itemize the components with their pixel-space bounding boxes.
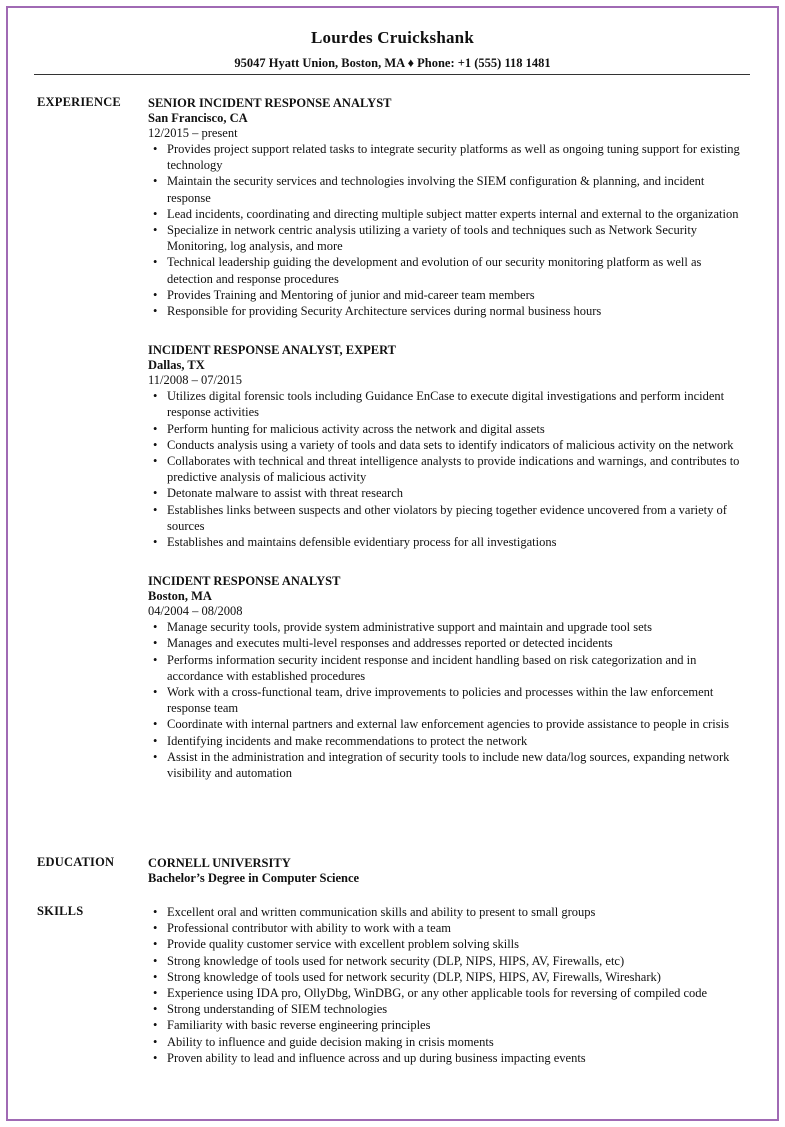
job-dates: 12/2015 – present xyxy=(148,126,238,140)
list-item: • Conducts analysis using a variety of tools and data sets to identify indicators of malicious activity on the network xyxy=(148,437,748,453)
job-entry xyxy=(148,95,748,319)
section-label-experience: EXPERIENCE xyxy=(37,95,121,109)
section-label-education: EDUCATION xyxy=(37,855,115,869)
list-item: • Coordinate with internal partners and external law enforcement agencies to provide assistance to people in crisis xyxy=(148,716,748,732)
job-entry xyxy=(148,342,748,550)
candidate-name: Lourdes Cruickshank xyxy=(311,28,474,47)
list-item: • Manages and executes multi-level responses and addresses reported or detected incidents xyxy=(148,635,748,651)
list-item: • Provides Training and Mentoring of junior and mid-career team members xyxy=(148,287,748,303)
job-title: INCIDENT RESPONSE ANALYST xyxy=(148,574,341,589)
list-item: • Establishes and maintains defensible evidentiary process for all investigations xyxy=(148,534,748,550)
list-item: • Collaborates with technical and threat intelligence analysts to provide indications and warnings, and contributes to predictive analysis of malicious activity xyxy=(148,453,748,485)
section-label-skills: SKILLS xyxy=(37,904,84,918)
job-title: INCIDENT RESPONSE ANALYST, EXPERT xyxy=(148,343,397,358)
header-divider xyxy=(34,74,750,75)
job-title: SENIOR INCIDENT RESPONSE ANALYST xyxy=(148,96,392,110)
job-location: Boston, MA xyxy=(148,589,212,604)
job-entry xyxy=(148,573,748,781)
list-item: • Ability to influence and guide decision making in crisis moments xyxy=(148,1034,748,1050)
list-item: • Responsible for providing Security Architecture services during normal business hours xyxy=(148,303,748,319)
list-item: • Establishes links between suspects and other violators by piecing together evidence uncovered from a variety of sources xyxy=(148,502,748,534)
list-item: • Maintain the security services and technologies involving the SIEM configuration & planning, and incident response xyxy=(148,173,748,205)
school-name: CORNELL UNIVERSITY xyxy=(148,856,291,870)
contact-line: 95047 Hyatt Union, Boston, MA ♦ Phone: +1 (555) 118 1481 xyxy=(234,56,551,70)
list-item: • Lead incidents, coordinating and directing multiple subject matter experts internal and external to the organization xyxy=(148,206,748,222)
list-item: • Identifying incidents and make recommendations to protect the network xyxy=(148,733,748,749)
resume-header xyxy=(0,28,785,71)
list-item: • Provide quality customer service with excellent problem solving skills xyxy=(148,936,748,952)
skills-list xyxy=(148,904,748,1066)
job-location: San Francisco, CA xyxy=(148,111,248,125)
job-bullets xyxy=(148,141,748,319)
list-item: • Provides project support related tasks to integrate security platforms as well as ongoing tuning support for existing technology xyxy=(148,141,748,173)
list-item: • Excellent oral and written communication skills and ability to present to small groups xyxy=(148,904,748,920)
list-item: • Work with a cross-functional team, drive improvements to policies and processes within the law enforcement response team xyxy=(148,684,748,716)
list-item: • Professional contributor with ability to work with a team xyxy=(148,920,748,936)
list-item: • Strong knowledge of tools used for network security (DLP, NIPS, HIPS, AV, Firewalls, Wireshark) xyxy=(148,969,748,985)
list-item: • Perform hunting for malicious activity across the network and digital assets xyxy=(148,421,748,437)
list-item: • Strong knowledge of tools used for network security (DLP, NIPS, HIPS, AV, Firewalls, etc) xyxy=(148,953,748,969)
list-item: • Assist in the administration and integration of security tools to include new data/log sources, expanding network visibility and automation xyxy=(148,749,748,781)
job-dates: 11/2008 – 07/2015 xyxy=(148,373,242,388)
list-item: • Strong understanding of SIEM technologies xyxy=(148,1001,748,1017)
list-item: • Proven ability to lead and influence across and up during business impacting events xyxy=(148,1050,748,1066)
job-dates: 04/2004 – 08/2008 xyxy=(148,604,243,619)
list-item: • Utilizes digital forensic tools including Guidance EnCase to execute digital investigations and perform incident response activities xyxy=(148,388,748,420)
list-item: • Performs information security incident response and incident handling based on risk categorization and in accordance with established procedures xyxy=(148,652,748,684)
list-item: • Experience using IDA pro, OllyDbg, WinDBG, or any other applicable tools for reversing of compiled code xyxy=(148,985,748,1001)
job-bullets xyxy=(148,619,748,781)
job-location: Dallas, TX xyxy=(148,358,205,373)
list-item: • Manage security tools, provide system administrative support and maintain and upgrade tool sets xyxy=(148,619,748,635)
list-item: • Familiarity with basic reverse engineering principles xyxy=(148,1017,748,1033)
list-item: • Specialize in network centric analysis utilizing a variety of tools and techniques such as Network Security Monitoring, log analysis, and more xyxy=(148,222,748,254)
list-item: • Technical leadership guiding the development and evolution of our security monitoring platform as well as detection and response procedures xyxy=(148,254,748,286)
degree: Bachelor’s Degree in Computer Science xyxy=(148,871,360,885)
job-bullets xyxy=(148,388,748,550)
list-item: • Detonate malware to assist with threat research xyxy=(148,485,748,501)
